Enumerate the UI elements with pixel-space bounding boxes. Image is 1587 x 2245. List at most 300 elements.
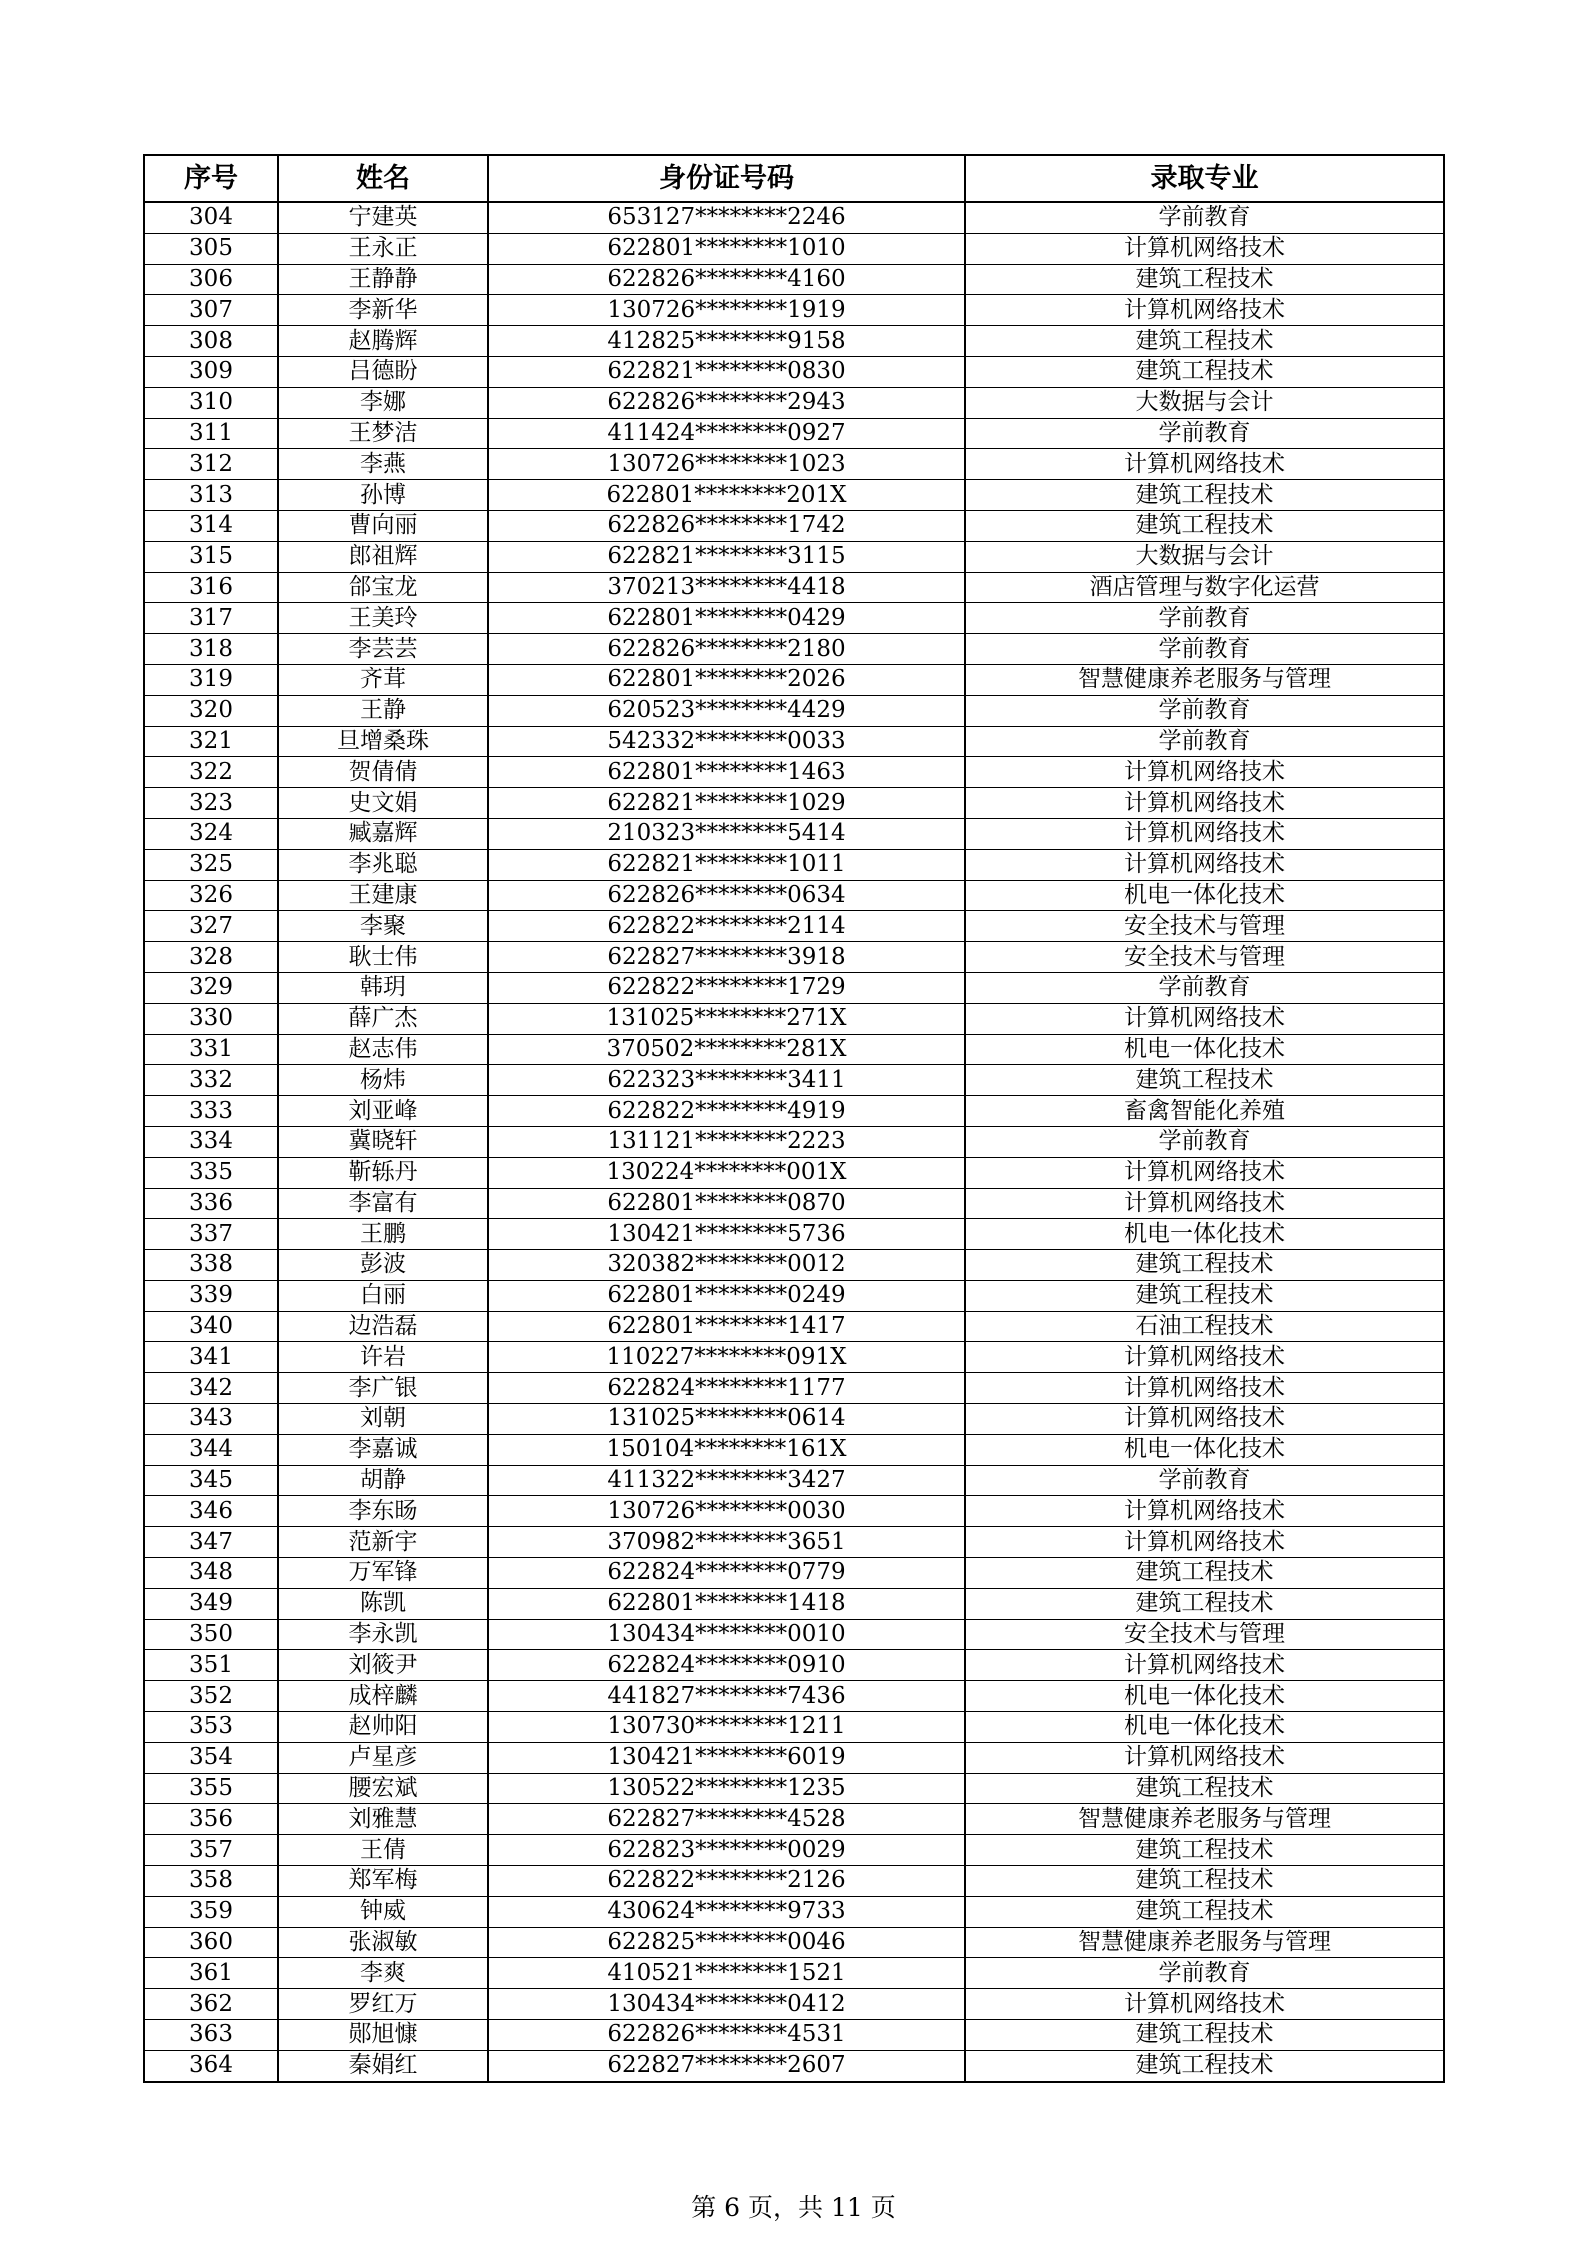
cell-major: 酒店管理与数字化运营 xyxy=(965,572,1444,603)
cell-id-number: 130726********1919 xyxy=(488,295,965,326)
cell-id-number: 622827********3918 xyxy=(488,942,965,973)
cell-id-number: 410521********1521 xyxy=(488,1958,965,1989)
cell-name: 靳轹丹 xyxy=(278,1157,488,1188)
cell-id-number: 622323********3411 xyxy=(488,1065,965,1096)
cell-name: 郎祖辉 xyxy=(278,541,488,572)
cell-seq: 342 xyxy=(144,1373,278,1404)
cell-seq: 345 xyxy=(144,1465,278,1496)
cell-seq: 364 xyxy=(144,2050,278,2081)
header-row xyxy=(144,155,1444,202)
cell-major: 建筑工程技术 xyxy=(965,264,1444,295)
cell-major: 安全技术与管理 xyxy=(965,942,1444,973)
cell-major: 智慧健康养老服务与管理 xyxy=(965,1804,1444,1835)
cell-seq: 325 xyxy=(144,849,278,880)
cell-seq: 321 xyxy=(144,726,278,757)
cell-major: 机电一体化技术 xyxy=(965,880,1444,911)
cell-major: 计算机网络技术 xyxy=(965,1003,1444,1034)
cell-id-number: 620523********4429 xyxy=(488,695,965,726)
table-header xyxy=(144,155,1444,202)
header-id-number: 身份证号码 xyxy=(488,155,965,202)
cell-id-number: 622821********1029 xyxy=(488,788,965,819)
cell-seq: 358 xyxy=(144,1866,278,1897)
cell-seq: 336 xyxy=(144,1188,278,1219)
cell-name: 彭波 xyxy=(278,1250,488,1281)
cell-name: 李娜 xyxy=(278,387,488,418)
table-row xyxy=(144,418,1444,449)
cell-seq: 327 xyxy=(144,911,278,942)
cell-major: 机电一体化技术 xyxy=(965,1712,1444,1743)
cell-id-number: 622801********2026 xyxy=(488,664,965,695)
cell-name: 赵腾辉 xyxy=(278,326,488,357)
cell-seq: 332 xyxy=(144,1065,278,1096)
cell-major: 计算机网络技术 xyxy=(965,295,1444,326)
cell-name: 王建康 xyxy=(278,880,488,911)
table-row xyxy=(144,2050,1444,2081)
cell-seq: 355 xyxy=(144,1773,278,1804)
cell-major: 计算机网络技术 xyxy=(965,757,1444,788)
cell-name: 罗红万 xyxy=(278,1989,488,2020)
table-row xyxy=(144,1712,1444,1743)
cell-major: 建筑工程技术 xyxy=(965,1280,1444,1311)
cell-name: 旦增桑珠 xyxy=(278,726,488,757)
cell-major: 计算机网络技术 xyxy=(965,1188,1444,1219)
cell-major: 计算机网络技术 xyxy=(965,1527,1444,1558)
table-row xyxy=(144,1126,1444,1157)
table-row xyxy=(144,1157,1444,1188)
cell-id-number: 622822********2114 xyxy=(488,911,965,942)
cell-major: 学前教育 xyxy=(965,972,1444,1003)
table-row xyxy=(144,1404,1444,1435)
cell-seq: 363 xyxy=(144,2020,278,2051)
cell-major: 机电一体化技术 xyxy=(965,1434,1444,1465)
table-row xyxy=(144,603,1444,634)
cell-major: 建筑工程技术 xyxy=(965,1250,1444,1281)
header-name: 姓名 xyxy=(278,155,488,202)
table-row xyxy=(144,1465,1444,1496)
table-row xyxy=(144,1096,1444,1127)
cell-name: 万军锋 xyxy=(278,1558,488,1589)
cell-name: 刘朝 xyxy=(278,1404,488,1435)
cell-seq: 360 xyxy=(144,1927,278,1958)
cell-id-number: 210323********5414 xyxy=(488,818,965,849)
cell-major: 计算机网络技术 xyxy=(965,1342,1444,1373)
cell-major: 学前教育 xyxy=(965,603,1444,634)
cell-seq: 324 xyxy=(144,818,278,849)
cell-major: 机电一体化技术 xyxy=(965,1219,1444,1250)
cell-name: 孙博 xyxy=(278,480,488,511)
cell-seq: 307 xyxy=(144,295,278,326)
table-row xyxy=(144,1989,1444,2020)
cell-name: 李新华 xyxy=(278,295,488,326)
cell-id-number: 130522********1235 xyxy=(488,1773,965,1804)
cell-name: 范新宇 xyxy=(278,1527,488,1558)
cell-name: 李东旸 xyxy=(278,1496,488,1527)
table-row xyxy=(144,1804,1444,1835)
cell-name: 吕德盼 xyxy=(278,356,488,387)
cell-major: 建筑工程技术 xyxy=(965,1866,1444,1897)
cell-major: 学前教育 xyxy=(965,1465,1444,1496)
cell-id-number: 130730********1211 xyxy=(488,1712,965,1743)
cell-major: 建筑工程技术 xyxy=(965,356,1444,387)
cell-name: 张淑敏 xyxy=(278,1927,488,1958)
cell-seq: 305 xyxy=(144,233,278,264)
cell-major: 计算机网络技术 xyxy=(965,1989,1444,2020)
cell-major: 学前教育 xyxy=(965,418,1444,449)
cell-seq: 335 xyxy=(144,1157,278,1188)
cell-name: 刘亚峰 xyxy=(278,1096,488,1127)
cell-major: 计算机网络技术 xyxy=(965,1404,1444,1435)
table-row xyxy=(144,1588,1444,1619)
cell-seq: 351 xyxy=(144,1650,278,1681)
cell-id-number: 622822********4919 xyxy=(488,1096,965,1127)
cell-seq: 309 xyxy=(144,356,278,387)
table-row xyxy=(144,2020,1444,2051)
cell-name: 李永凯 xyxy=(278,1619,488,1650)
cell-major: 畜禽智能化养殖 xyxy=(965,1096,1444,1127)
cell-major: 建筑工程技术 xyxy=(965,326,1444,357)
cell-seq: 339 xyxy=(144,1280,278,1311)
cell-seq: 343 xyxy=(144,1404,278,1435)
cell-seq: 322 xyxy=(144,757,278,788)
table-row xyxy=(144,757,1444,788)
cell-id-number: 622826********4531 xyxy=(488,2020,965,2051)
cell-name: 冀晓轩 xyxy=(278,1126,488,1157)
cell-major: 计算机网络技术 xyxy=(965,849,1444,880)
cell-id-number: 653127********2246 xyxy=(488,202,965,233)
cell-id-number: 622824********0779 xyxy=(488,1558,965,1589)
cell-name: 薛广杰 xyxy=(278,1003,488,1034)
table-row xyxy=(144,233,1444,264)
cell-major: 大数据与会计 xyxy=(965,387,1444,418)
cell-seq: 337 xyxy=(144,1219,278,1250)
cell-name: 王梦洁 xyxy=(278,418,488,449)
cell-id-number: 130224********001X xyxy=(488,1157,965,1188)
cell-id-number: 110227********091X xyxy=(488,1342,965,1373)
table-row xyxy=(144,972,1444,1003)
table-row xyxy=(144,295,1444,326)
cell-seq: 344 xyxy=(144,1434,278,1465)
table-row xyxy=(144,1650,1444,1681)
cell-name: 刘筱尹 xyxy=(278,1650,488,1681)
cell-major: 计算机网络技术 xyxy=(965,449,1444,480)
cell-seq: 329 xyxy=(144,972,278,1003)
cell-major: 建筑工程技术 xyxy=(965,510,1444,541)
cell-name: 腰宏斌 xyxy=(278,1773,488,1804)
table-row xyxy=(144,1896,1444,1927)
cell-id-number: 370213********4418 xyxy=(488,572,965,603)
cell-seq: 314 xyxy=(144,510,278,541)
cell-seq: 312 xyxy=(144,449,278,480)
cell-id-number: 622801********1010 xyxy=(488,233,965,264)
cell-id-number: 622821********1011 xyxy=(488,849,965,880)
cell-major: 计算机网络技术 xyxy=(965,788,1444,819)
cell-id-number: 622821********3115 xyxy=(488,541,965,572)
table-row xyxy=(144,1188,1444,1219)
cell-seq: 316 xyxy=(144,572,278,603)
table-row xyxy=(144,942,1444,973)
table-row xyxy=(144,202,1444,233)
table-row xyxy=(144,1311,1444,1342)
cell-major: 建筑工程技术 xyxy=(965,1773,1444,1804)
cell-name: 王静 xyxy=(278,695,488,726)
cell-major: 机电一体化技术 xyxy=(965,1681,1444,1712)
table-row xyxy=(144,326,1444,357)
cell-name: 李富有 xyxy=(278,1188,488,1219)
cell-id-number: 622827********4528 xyxy=(488,1804,965,1835)
cell-id-number: 622824********1177 xyxy=(488,1373,965,1404)
cell-id-number: 622825********0046 xyxy=(488,1927,965,1958)
table-row xyxy=(144,695,1444,726)
cell-name: 史文娟 xyxy=(278,788,488,819)
cell-id-number: 150104********161X xyxy=(488,1434,965,1465)
cell-id-number: 622822********1729 xyxy=(488,972,965,1003)
cell-seq: 310 xyxy=(144,387,278,418)
cell-seq: 320 xyxy=(144,695,278,726)
cell-seq: 317 xyxy=(144,603,278,634)
cell-id-number: 622801********1417 xyxy=(488,1311,965,1342)
cell-id-number: 622822********2126 xyxy=(488,1866,965,1897)
cell-name: 赵帅阳 xyxy=(278,1712,488,1743)
cell-major: 计算机网络技术 xyxy=(965,1157,1444,1188)
cell-major: 安全技术与管理 xyxy=(965,1619,1444,1650)
cell-id-number: 370502********281X xyxy=(488,1034,965,1065)
cell-seq: 323 xyxy=(144,788,278,819)
cell-seq: 353 xyxy=(144,1712,278,1743)
cell-major: 学前教育 xyxy=(965,695,1444,726)
cell-id-number: 622826********4160 xyxy=(488,264,965,295)
header-seq: 序号 xyxy=(144,155,278,202)
cell-seq: 340 xyxy=(144,1311,278,1342)
cell-seq: 330 xyxy=(144,1003,278,1034)
cell-major: 建筑工程技术 xyxy=(965,2020,1444,2051)
cell-id-number: 622801********0870 xyxy=(488,1188,965,1219)
cell-id-number: 130726********1023 xyxy=(488,449,965,480)
cell-major: 学前教育 xyxy=(965,1958,1444,1989)
page-footer: 第 6 页，共 11 页 xyxy=(691,2193,896,2222)
cell-id-number: 622823********0029 xyxy=(488,1835,965,1866)
cell-major: 建筑工程技术 xyxy=(965,1065,1444,1096)
cell-name: 李嘉诚 xyxy=(278,1434,488,1465)
table-row xyxy=(144,356,1444,387)
cell-name: 李芸芸 xyxy=(278,634,488,665)
table-body xyxy=(144,202,1444,2082)
cell-major: 安全技术与管理 xyxy=(965,911,1444,942)
cell-major: 计算机网络技术 xyxy=(965,1742,1444,1773)
cell-id-number: 622801********0249 xyxy=(488,1280,965,1311)
cell-major: 建筑工程技术 xyxy=(965,480,1444,511)
cell-major: 计算机网络技术 xyxy=(965,1650,1444,1681)
cell-seq: 349 xyxy=(144,1588,278,1619)
table-row xyxy=(144,1681,1444,1712)
cell-seq: 334 xyxy=(144,1126,278,1157)
table-row xyxy=(144,1619,1444,1650)
cell-seq: 326 xyxy=(144,880,278,911)
cell-id-number: 622826********2943 xyxy=(488,387,965,418)
cell-id-number: 130434********0412 xyxy=(488,1989,965,2020)
cell-seq: 354 xyxy=(144,1742,278,1773)
cell-name: 胡静 xyxy=(278,1465,488,1496)
cell-id-number: 622827********2607 xyxy=(488,2050,965,2081)
cell-id-number: 622801********201X xyxy=(488,480,965,511)
cell-major: 建筑工程技术 xyxy=(965,2050,1444,2081)
cell-major: 计算机网络技术 xyxy=(965,818,1444,849)
cell-seq: 333 xyxy=(144,1096,278,1127)
cell-id-number: 622821********0830 xyxy=(488,356,965,387)
cell-id-number: 622801********1418 xyxy=(488,1588,965,1619)
table-row xyxy=(144,387,1444,418)
cell-name: 许岩 xyxy=(278,1342,488,1373)
cell-id-number: 411322********3427 xyxy=(488,1465,965,1496)
table-row xyxy=(144,572,1444,603)
cell-name: 王美玲 xyxy=(278,603,488,634)
cell-major: 大数据与会计 xyxy=(965,541,1444,572)
cell-major: 学前教育 xyxy=(965,1126,1444,1157)
cell-major: 建筑工程技术 xyxy=(965,1588,1444,1619)
cell-seq: 356 xyxy=(144,1804,278,1835)
cell-seq: 313 xyxy=(144,480,278,511)
cell-major: 学前教育 xyxy=(965,634,1444,665)
cell-seq: 362 xyxy=(144,1989,278,2020)
cell-id-number: 370982********3651 xyxy=(488,1527,965,1558)
table-row xyxy=(144,1250,1444,1281)
cell-name: 白丽 xyxy=(278,1280,488,1311)
cell-id-number: 131121********2223 xyxy=(488,1126,965,1157)
cell-id-number: 411424********0927 xyxy=(488,418,965,449)
table-row xyxy=(144,1835,1444,1866)
cell-id-number: 130726********0030 xyxy=(488,1496,965,1527)
table-row xyxy=(144,1558,1444,1589)
cell-major: 学前教育 xyxy=(965,202,1444,233)
cell-id-number: 130434********0010 xyxy=(488,1619,965,1650)
cell-name: 卢星彦 xyxy=(278,1742,488,1773)
table-row xyxy=(144,849,1444,880)
table-row xyxy=(144,1527,1444,1558)
cell-id-number: 430624********9733 xyxy=(488,1896,965,1927)
cell-seq: 348 xyxy=(144,1558,278,1589)
cell-name: 李兆聪 xyxy=(278,849,488,880)
cell-id-number: 441827********7436 xyxy=(488,1681,965,1712)
table-row xyxy=(144,818,1444,849)
cell-id-number: 320382********0012 xyxy=(488,1250,965,1281)
table-row xyxy=(144,1065,1444,1096)
table-row xyxy=(144,788,1444,819)
cell-name: 李爽 xyxy=(278,1958,488,1989)
cell-name: 王静静 xyxy=(278,264,488,295)
cell-major: 建筑工程技术 xyxy=(965,1558,1444,1589)
table-row xyxy=(144,880,1444,911)
cell-major: 机电一体化技术 xyxy=(965,1034,1444,1065)
table-row xyxy=(144,1496,1444,1527)
cell-id-number: 412825********9158 xyxy=(488,326,965,357)
cell-id-number: 130421********6019 xyxy=(488,1742,965,1773)
cell-name: 齐茸 xyxy=(278,664,488,695)
cell-name: 郧旭慷 xyxy=(278,2020,488,2051)
cell-name: 郑军梅 xyxy=(278,1866,488,1897)
cell-major: 智慧健康养老服务与管理 xyxy=(965,664,1444,695)
cell-major: 计算机网络技术 xyxy=(965,233,1444,264)
cell-seq: 308 xyxy=(144,326,278,357)
cell-name: 耿士伟 xyxy=(278,942,488,973)
admission-table xyxy=(143,154,1445,2083)
cell-name: 边浩磊 xyxy=(278,1311,488,1342)
cell-id-number: 130421********5736 xyxy=(488,1219,965,1250)
cell-name: 臧嘉辉 xyxy=(278,818,488,849)
cell-name: 李广银 xyxy=(278,1373,488,1404)
cell-seq: 338 xyxy=(144,1250,278,1281)
cell-seq: 361 xyxy=(144,1958,278,1989)
cell-id-number: 622826********2180 xyxy=(488,634,965,665)
cell-name: 韩玥 xyxy=(278,972,488,1003)
cell-seq: 304 xyxy=(144,202,278,233)
cell-name: 王倩 xyxy=(278,1835,488,1866)
cell-seq: 331 xyxy=(144,1034,278,1065)
cell-major: 计算机网络技术 xyxy=(965,1496,1444,1527)
cell-name: 王鹏 xyxy=(278,1219,488,1250)
table-row xyxy=(144,1342,1444,1373)
cell-seq: 319 xyxy=(144,664,278,695)
cell-seq: 346 xyxy=(144,1496,278,1527)
cell-id-number: 622801********1463 xyxy=(488,757,965,788)
cell-name: 王永正 xyxy=(278,233,488,264)
cell-name: 杨炜 xyxy=(278,1065,488,1096)
table-row xyxy=(144,1219,1444,1250)
cell-name: 钟威 xyxy=(278,1896,488,1927)
cell-name: 贺倩倩 xyxy=(278,757,488,788)
cell-seq: 328 xyxy=(144,942,278,973)
cell-seq: 341 xyxy=(144,1342,278,1373)
table-row xyxy=(144,1280,1444,1311)
table-row xyxy=(144,1373,1444,1404)
table-row xyxy=(144,634,1444,665)
cell-name: 陈凯 xyxy=(278,1588,488,1619)
cell-seq: 352 xyxy=(144,1681,278,1712)
cell-seq: 359 xyxy=(144,1896,278,1927)
cell-id-number: 131025********0614 xyxy=(488,1404,965,1435)
cell-id-number: 542332********0033 xyxy=(488,726,965,757)
cell-name: 曹向丽 xyxy=(278,510,488,541)
table-row xyxy=(144,911,1444,942)
table-row xyxy=(144,1958,1444,1989)
cell-name: 赵志伟 xyxy=(278,1034,488,1065)
cell-name: 秦娟红 xyxy=(278,2050,488,2081)
table-row xyxy=(144,541,1444,572)
cell-seq: 311 xyxy=(144,418,278,449)
cell-major: 建筑工程技术 xyxy=(965,1835,1444,1866)
table-row xyxy=(144,1773,1444,1804)
header-major: 录取专业 xyxy=(965,155,1444,202)
table-row xyxy=(144,1866,1444,1897)
table-row xyxy=(144,664,1444,695)
cell-id-number: 622826********0634 xyxy=(488,880,965,911)
cell-seq: 306 xyxy=(144,264,278,295)
table-row xyxy=(144,510,1444,541)
cell-name: 宁建英 xyxy=(278,202,488,233)
table-row xyxy=(144,1927,1444,1958)
cell-name: 刘雅慧 xyxy=(278,1804,488,1835)
table-row xyxy=(144,726,1444,757)
table-row xyxy=(144,264,1444,295)
cell-id-number: 622826********1742 xyxy=(488,510,965,541)
cell-name: 李燕 xyxy=(278,449,488,480)
cell-name: 郃宝龙 xyxy=(278,572,488,603)
cell-major: 石油工程技术 xyxy=(965,1311,1444,1342)
cell-id-number: 131025********271X xyxy=(488,1003,965,1034)
cell-name: 李聚 xyxy=(278,911,488,942)
cell-seq: 350 xyxy=(144,1619,278,1650)
cell-major: 建筑工程技术 xyxy=(965,1896,1444,1927)
cell-major: 智慧健康养老服务与管理 xyxy=(965,1927,1444,1958)
table-row xyxy=(144,1742,1444,1773)
